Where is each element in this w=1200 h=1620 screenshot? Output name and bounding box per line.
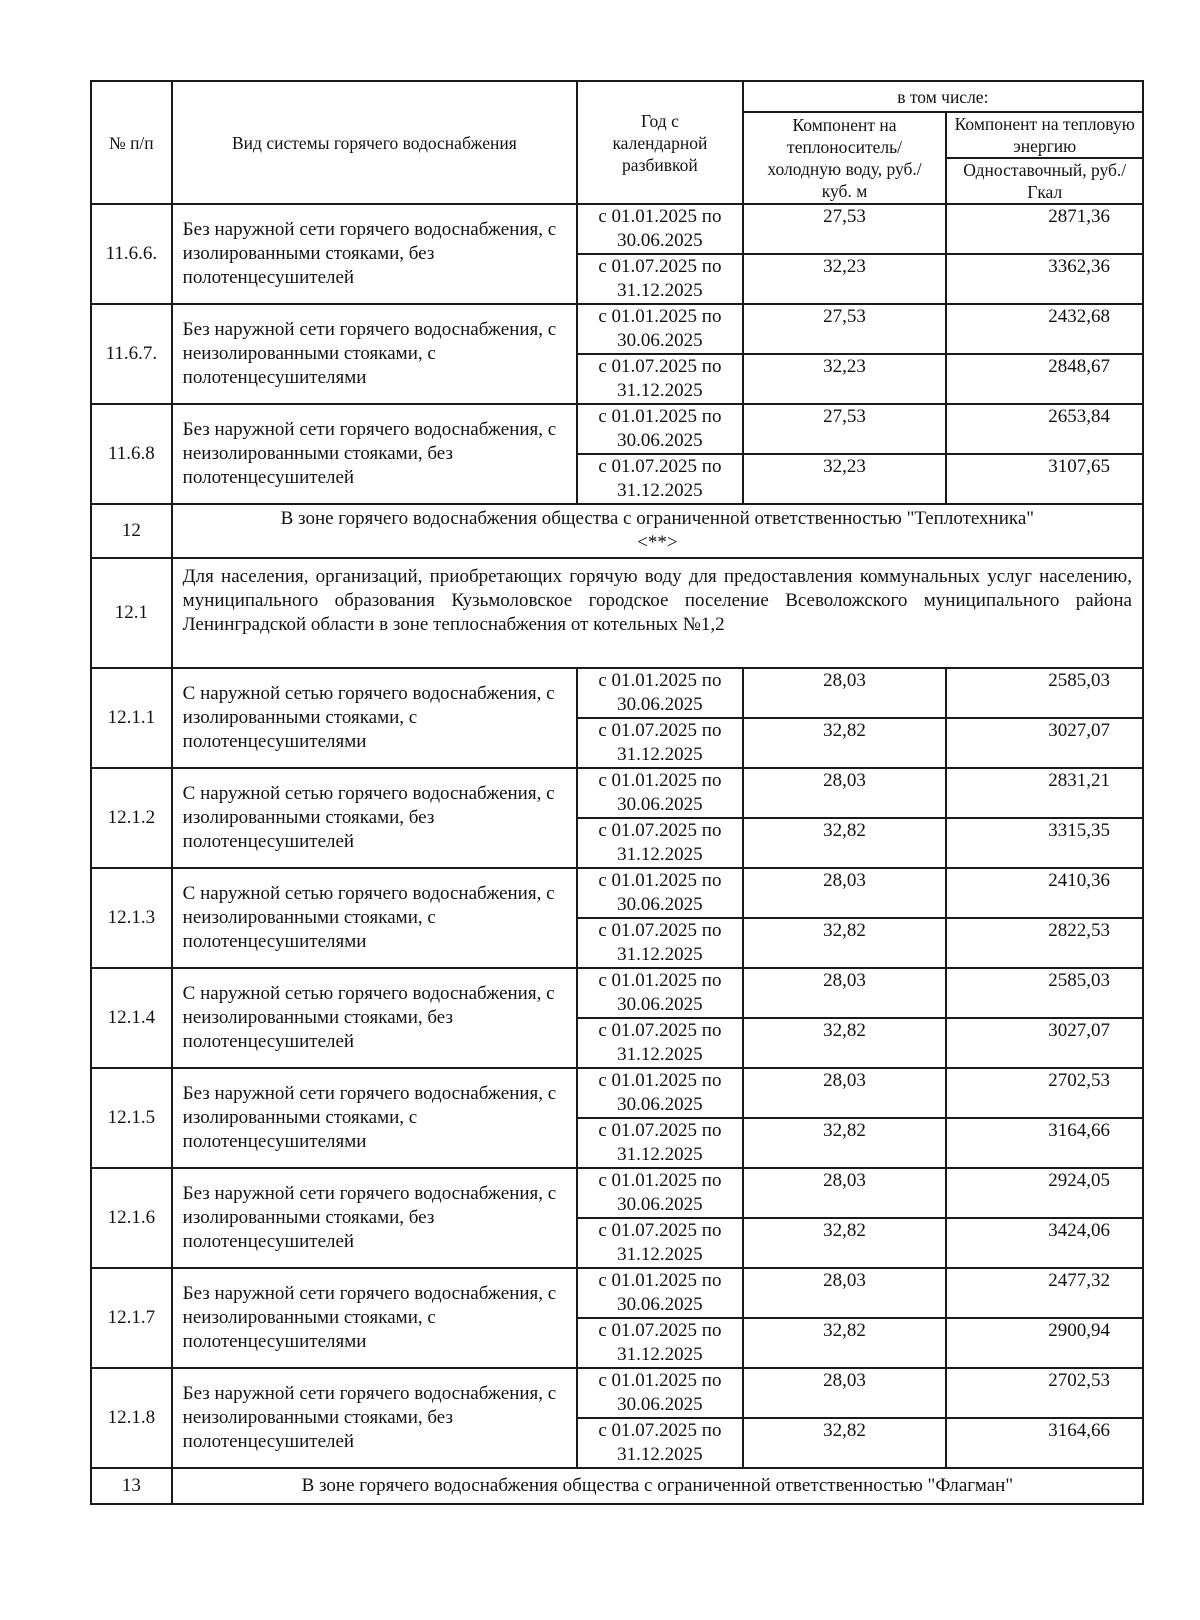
row-period bbox=[577, 668, 743, 718]
table-body-sections bbox=[91, 504, 1143, 668]
row-period-text: с 01.07.2025 по 31.12.2025 bbox=[598, 1420, 722, 1465]
row-period bbox=[577, 1368, 743, 1418]
row-period bbox=[577, 454, 743, 504]
row-period bbox=[577, 768, 743, 818]
row-energy-value: 3107,65 bbox=[946, 454, 1143, 504]
row-water-value: 27,53 bbox=[743, 404, 947, 454]
header-including: в том числе: bbox=[743, 81, 1143, 112]
row-water-value: 28,03 bbox=[743, 768, 947, 818]
row-period-text: с 01.07.2025 по 31.12.2025 bbox=[598, 356, 722, 401]
row-period-text: с 01.01.2025 по 30.06.2025 bbox=[598, 970, 722, 1015]
row-energy-value: 2432,68 bbox=[946, 304, 1143, 354]
row-period bbox=[577, 818, 743, 868]
row-period bbox=[577, 718, 743, 768]
row-system-type: Без наружной сети горячего водоснабжения, с изолированными стояками, с полотенцесушителями bbox=[172, 1068, 577, 1168]
table-row bbox=[91, 304, 1143, 354]
row-water-value: 32,23 bbox=[743, 454, 947, 504]
row-period-text: с 01.07.2025 по 31.12.2025 bbox=[598, 720, 722, 765]
row-number: 12.1.3 bbox=[91, 868, 172, 968]
row-water-value: 28,03 bbox=[743, 1268, 947, 1318]
section-12-1-desc bbox=[172, 558, 1143, 668]
row-period-text: с 01.01.2025 по 30.06.2025 bbox=[598, 870, 722, 915]
table-row bbox=[91, 1368, 1143, 1418]
row-system-type: С наружной сетью горячего водоснабжения, с неизолированными стояками, с полотенцесушителями bbox=[172, 868, 577, 968]
row-water-value: 32,82 bbox=[743, 1118, 947, 1168]
section-12-title bbox=[172, 504, 1143, 558]
row-energy-value: 3424,06 bbox=[946, 1218, 1143, 1268]
header-num: № п/п bbox=[91, 81, 172, 204]
row-number: 12.1.7 bbox=[91, 1268, 172, 1368]
row-water-value: 32,82 bbox=[743, 918, 947, 968]
tariff-table bbox=[90, 80, 1144, 1505]
table-row bbox=[91, 768, 1143, 818]
section-12-text: В зоне горячего водоснабжения общества с ограниченной ответственностью "Теплотехника"<**> bbox=[280, 508, 1035, 553]
row-period-text: с 01.01.2025 по 30.06.2025 bbox=[598, 670, 722, 715]
table-row bbox=[91, 968, 1143, 1018]
row-system-type: Без наружной сети горячего водоснабжения, с неизолированными стояками, без полотенцесушителей bbox=[172, 1368, 577, 1468]
table-row bbox=[91, 1168, 1143, 1218]
table-row bbox=[91, 668, 1143, 718]
row-energy-value: 2585,03 bbox=[946, 668, 1143, 718]
header-year-text: Год с календарной разбивкой bbox=[612, 110, 708, 175]
row-water-value: 32,82 bbox=[743, 1418, 947, 1468]
row-period bbox=[577, 1268, 743, 1318]
row-water-value: 27,53 bbox=[743, 304, 947, 354]
row-period-text: с 01.07.2025 по 31.12.2025 bbox=[598, 1120, 722, 1165]
row-number: 11.6.7. bbox=[91, 304, 172, 404]
row-period bbox=[577, 304, 743, 354]
table-row bbox=[91, 404, 1143, 454]
row-period bbox=[577, 204, 743, 254]
header-energy-sub: Одноставочный, руб./Гкал bbox=[946, 158, 1143, 204]
row-period bbox=[577, 1018, 743, 1068]
row-period-text: с 01.01.2025 по 30.06.2025 bbox=[598, 1370, 722, 1415]
row-water-value: 28,03 bbox=[743, 1368, 947, 1418]
row-system-type: С наружной сетью горячего водоснабжения, с неизолированными стояками, без полотенцесушителей bbox=[172, 968, 577, 1068]
section-13-title: В зоне горячего водоснабжения общества с ограниченной ответственностью "Флагман" bbox=[172, 1468, 1143, 1504]
row-energy-value: 2900,94 bbox=[946, 1318, 1143, 1368]
row-period bbox=[577, 404, 743, 454]
row-period bbox=[577, 1218, 743, 1268]
row-number: 12.1.4 bbox=[91, 968, 172, 1068]
row-energy-value: 3362,36 bbox=[946, 254, 1143, 304]
row-energy-value: 3164,66 bbox=[946, 1118, 1143, 1168]
row-water-value: 28,03 bbox=[743, 1168, 947, 1218]
row-period bbox=[577, 1068, 743, 1118]
row-period bbox=[577, 1168, 743, 1218]
row-system-type: Без наружной сети горячего водоснабжения, с неизолированными стояками, с полотенцесушителями bbox=[172, 304, 577, 404]
row-energy-value: 2585,03 bbox=[946, 968, 1143, 1018]
row-energy-value: 3027,07 bbox=[946, 718, 1143, 768]
row-period-text: с 01.01.2025 по 30.06.2025 bbox=[598, 306, 722, 351]
row-system-type: С наружной сетью горячего водоснабжения, с изолированными стояками, без полотенцесушителей bbox=[172, 768, 577, 868]
row-period-text: с 01.01.2025 по 30.06.2025 bbox=[598, 770, 722, 815]
table-body-a bbox=[91, 204, 1143, 504]
table-row bbox=[91, 204, 1143, 254]
row-water-value: 32,82 bbox=[743, 818, 947, 868]
row-energy-value: 2848,67 bbox=[946, 354, 1143, 404]
row-water-value: 28,03 bbox=[743, 668, 947, 718]
row-period bbox=[577, 868, 743, 918]
row-number: 12.1.1 bbox=[91, 668, 172, 768]
row-water-value: 32,23 bbox=[743, 354, 947, 404]
row-system-type: Без наружной сети горячего водоснабжения, с неизолированными стояками, с полотенцесушителями bbox=[172, 1268, 577, 1368]
row-energy-value: 2653,84 bbox=[946, 404, 1143, 454]
row-energy-value: 3027,07 bbox=[946, 1018, 1143, 1068]
header-type: Вид системы горячего водоснабжения bbox=[172, 81, 577, 204]
table-row bbox=[91, 1068, 1143, 1118]
row-system-type: Без наружной сети горячего водоснабжения, с изолированными стояками, без полотенцесушителей bbox=[172, 204, 577, 304]
row-period-text: с 01.01.2025 по 30.06.2025 bbox=[598, 1270, 722, 1315]
table-row bbox=[91, 1268, 1143, 1318]
row-period-text: с 01.07.2025 по 31.12.2025 bbox=[598, 256, 722, 301]
section-12-1-num: 12.1 bbox=[91, 558, 172, 668]
row-energy-value: 2410,36 bbox=[946, 868, 1143, 918]
row-energy-value: 2831,21 bbox=[946, 768, 1143, 818]
row-energy-value: 2702,53 bbox=[946, 1368, 1143, 1418]
section-12-num: 12 bbox=[91, 504, 172, 558]
row-period bbox=[577, 918, 743, 968]
section-12-1-text: Для населения, организаций, приобретающих горячую воду для предоставления коммунальных услуг населению, муниципального образования Кузьмоловское городское поселение Всеволожского муниципального района Ленинградской области в зоне теплоснабжения от котельных №1,2 bbox=[182, 566, 1132, 635]
row-period-text: с 01.07.2025 по 31.12.2025 bbox=[598, 820, 722, 865]
row-energy-value: 2871,36 bbox=[946, 204, 1143, 254]
row-period-text: с 01.07.2025 по 31.12.2025 bbox=[598, 456, 722, 501]
row-period-text: с 01.07.2025 по 31.12.2025 bbox=[598, 1320, 722, 1365]
table-body-b bbox=[91, 668, 1143, 1468]
row-number: 12.1.5 bbox=[91, 1068, 172, 1168]
row-energy-value: 2822,53 bbox=[946, 918, 1143, 968]
row-water-value: 32,23 bbox=[743, 254, 947, 304]
table-row bbox=[91, 868, 1143, 918]
row-energy-value: 2924,05 bbox=[946, 1168, 1143, 1218]
row-water-value: 32,82 bbox=[743, 1218, 947, 1268]
row-water-value: 28,03 bbox=[743, 968, 947, 1018]
section-13-num: 13 bbox=[91, 1468, 172, 1504]
row-water-value: 28,03 bbox=[743, 1068, 947, 1118]
header-water-text: Компонент на теплоноситель/ холодную воду, руб./куб. м bbox=[767, 115, 922, 201]
row-period-text: с 01.01.2025 по 30.06.2025 bbox=[598, 1070, 722, 1115]
row-period bbox=[577, 254, 743, 304]
row-energy-value: 2477,32 bbox=[946, 1268, 1143, 1318]
row-period-text: с 01.07.2025 по 31.12.2025 bbox=[598, 920, 722, 965]
row-period-text: с 01.01.2025 по 30.06.2025 bbox=[598, 1170, 722, 1215]
row-system-type: Без наружной сети горячего водоснабжения, с изолированными стояками, без полотенцесушителей bbox=[172, 1168, 577, 1268]
row-period bbox=[577, 1418, 743, 1468]
row-water-value: 27,53 bbox=[743, 204, 947, 254]
row-period bbox=[577, 354, 743, 404]
row-system-type: Без наружной сети горячего водоснабжения, с неизолированными стояками, без полотенцесушителей bbox=[172, 404, 577, 504]
row-period-text: с 01.07.2025 по 31.12.2025 bbox=[598, 1220, 722, 1265]
row-energy-value: 2702,53 bbox=[946, 1068, 1143, 1118]
row-water-value: 32,82 bbox=[743, 1018, 947, 1068]
row-period bbox=[577, 1118, 743, 1168]
row-number: 11.6.6. bbox=[91, 204, 172, 304]
row-system-type: С наружной сетью горячего водоснабжения, с изолированными стояками, с полотенцесушителями bbox=[172, 668, 577, 768]
row-number: 11.6.8 bbox=[91, 404, 172, 504]
row-water-value: 28,03 bbox=[743, 868, 947, 918]
header-year bbox=[577, 81, 743, 204]
row-period bbox=[577, 968, 743, 1018]
row-energy-value: 3315,35 bbox=[946, 818, 1143, 868]
row-number: 12.1.2 bbox=[91, 768, 172, 868]
row-period-text: с 01.01.2025 по 30.06.2025 bbox=[598, 406, 722, 451]
row-number: 12.1.6 bbox=[91, 1168, 172, 1268]
table-body-end bbox=[91, 1468, 1143, 1504]
row-period-text: с 01.07.2025 по 31.12.2025 bbox=[598, 1020, 722, 1065]
header-energy: Компонент на тепловую энергию bbox=[946, 112, 1143, 158]
row-water-value: 32,82 bbox=[743, 718, 947, 768]
row-period bbox=[577, 1318, 743, 1368]
row-water-value: 32,82 bbox=[743, 1318, 947, 1368]
row-number: 12.1.8 bbox=[91, 1368, 172, 1468]
row-energy-value: 3164,66 bbox=[946, 1418, 1143, 1468]
header-water bbox=[743, 112, 947, 204]
row-period-text: с 01.01.2025 по 30.06.2025 bbox=[598, 206, 722, 251]
